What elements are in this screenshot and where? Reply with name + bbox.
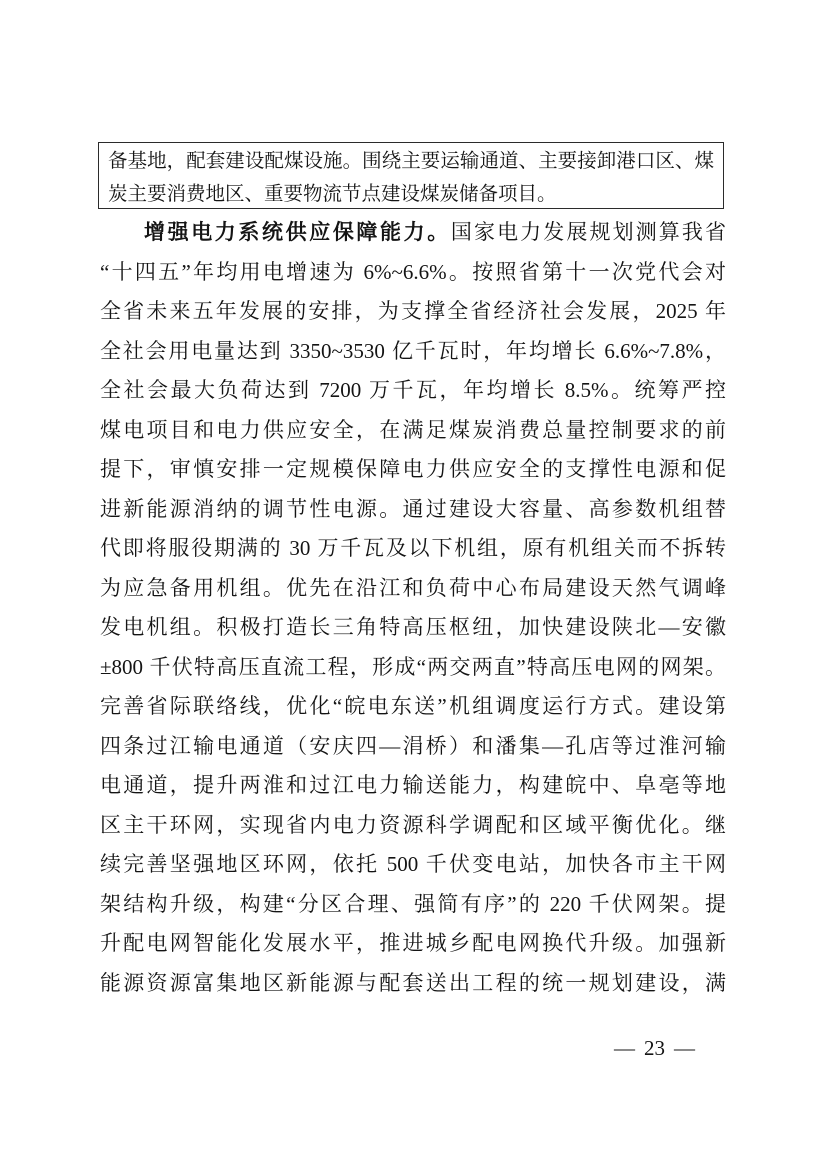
page-number: [605, 1037, 704, 1059]
paragraph-line: 代即将服役期满的 30 万千瓦及以下机组，原有机组关而不拆转: [100, 536, 726, 560]
page-number-dash: —: [614, 1036, 635, 1060]
page-number-value: 23: [644, 1036, 665, 1060]
paragraph-line: 四条过江输电通道（安庆四—涓桥）和潘集—孔店等过淮河输: [100, 733, 726, 758]
paragraph-line: “十四五”年均用电增速为 6%~6.6%。按照省第十一次党代会对: [100, 259, 726, 284]
paragraph-line: 煤电项目和电力供应安全，在满足煤炭消费总量控制要求的前: [100, 417, 726, 442]
paragraph-line: 完善省际联络线，优化“皖电东送”机组调度运行方式。建设第: [100, 694, 726, 718]
paragraph-line: 进新能源消纳的调节性电源。通过建设大容量、高参数机组替: [100, 496, 726, 521]
paragraph-line: [100, 213, 726, 253]
paragraph-line: 提下，审慎安排一定规模保障电力供应安全的支撑性电源和促: [100, 457, 726, 481]
paragraph-line: ±800 千伏特高压直流工程，形成“两交两直”特高压电网的网架。: [100, 654, 726, 679]
paragraph-line: 电通道，提升两淮和过江电力输送能力，构建皖中、阜亳等地: [100, 773, 726, 797]
boxed-paragraph-line: 炭主要消费地区、重要物流节点建设煤炭储备项目。: [108, 184, 557, 205]
paragraph-line: 续完善坚强地区环网，依托 500 千伏变电站，加快各市主干网: [100, 852, 726, 876]
paragraph-line: 架结构升级，构建“分区合理、强简有序”的 220 千伏网架。提: [100, 891, 726, 916]
paragraph-heading: 增强电力系统供应保障能力。: [144, 221, 451, 244]
paragraph-line: 全社会用电量达到 3350~3530 亿千瓦时，年均增长 6.6%~7.8%，: [100, 338, 726, 363]
main-paragraph: [100, 213, 726, 1003]
paragraph-line: 能源资源富集地区新能源与配套送出工程的统一规划建设，满: [100, 970, 726, 995]
boxed-paragraph-line: 备基地，配套建设配煤设施。围绕主要运输通道、主要接卸港口区、煤: [108, 151, 714, 172]
paragraph-line: 区主干环网，实现省内电力资源科学调配和区域平衡优化。继: [100, 812, 726, 837]
paragraph-line: 发电机组。积极打造长三角特高压枢纽，加快建设陕北—安徽: [100, 615, 726, 639]
boxed-paragraph: [98, 142, 724, 209]
paragraph-line: 为应急备用机组。优先在沿江和负荷中心布局建设天然气调峰: [100, 575, 726, 600]
paragraph-line: 升配电网智能化发展水平，推进城乡配电网换代升级。加强新: [100, 931, 726, 955]
paragraph-line: 全省未来五年发展的安排，为支撑全省经济社会发展，2025 年: [100, 299, 726, 323]
paragraph-text: 国家电力发展规划测算我省: [450, 220, 727, 244]
paragraph-line: 全社会最大负荷达到 7200 万千瓦，年均增长 8.5%。统筹严控: [100, 378, 726, 402]
page-number-dash: —: [674, 1036, 695, 1060]
